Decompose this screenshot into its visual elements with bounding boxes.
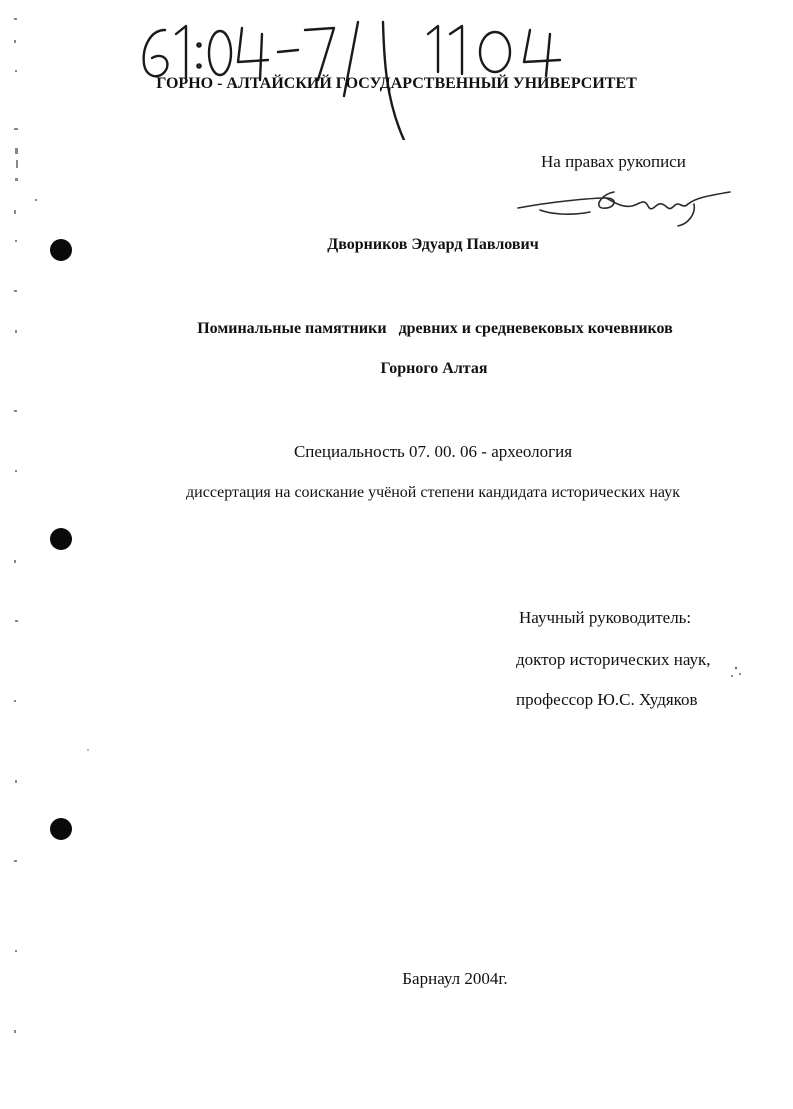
place-and-year: Барнаул 2004г. [402,969,508,988]
supervisor-label: Научный руководитель: [519,608,692,627]
degree-statement: диссертация на соискание учёной степени кандидата исторических наук [186,484,680,501]
university-name: ГОРНО - АЛТАЙСКИЙ ГОСУДАРСТВЕННЫЙ УНИВЕРСИТЕТ [156,75,637,92]
specialty: Специальность 07. 00. 06 - археология [293,442,573,461]
handwritten-archive-code [0,0,793,140]
author-name: Дворников Эдуард Павлович [327,236,539,253]
thesis-title-line-1: Поминальные памятники древних и средневековых кочевников [197,320,673,337]
manuscript-rights: На правах рукописи [541,152,686,171]
punch-hole-icon [50,528,72,550]
supervisor-name: профессор Ю.С. Худяков [516,690,698,709]
signature-icon [510,180,740,230]
punch-hole-icon [50,818,72,840]
supervisor-degree: доктор исторических наук, [516,650,711,669]
thesis-title-line-2: Горного Алтая [380,360,488,377]
scan-edge-noise [0,0,30,1109]
